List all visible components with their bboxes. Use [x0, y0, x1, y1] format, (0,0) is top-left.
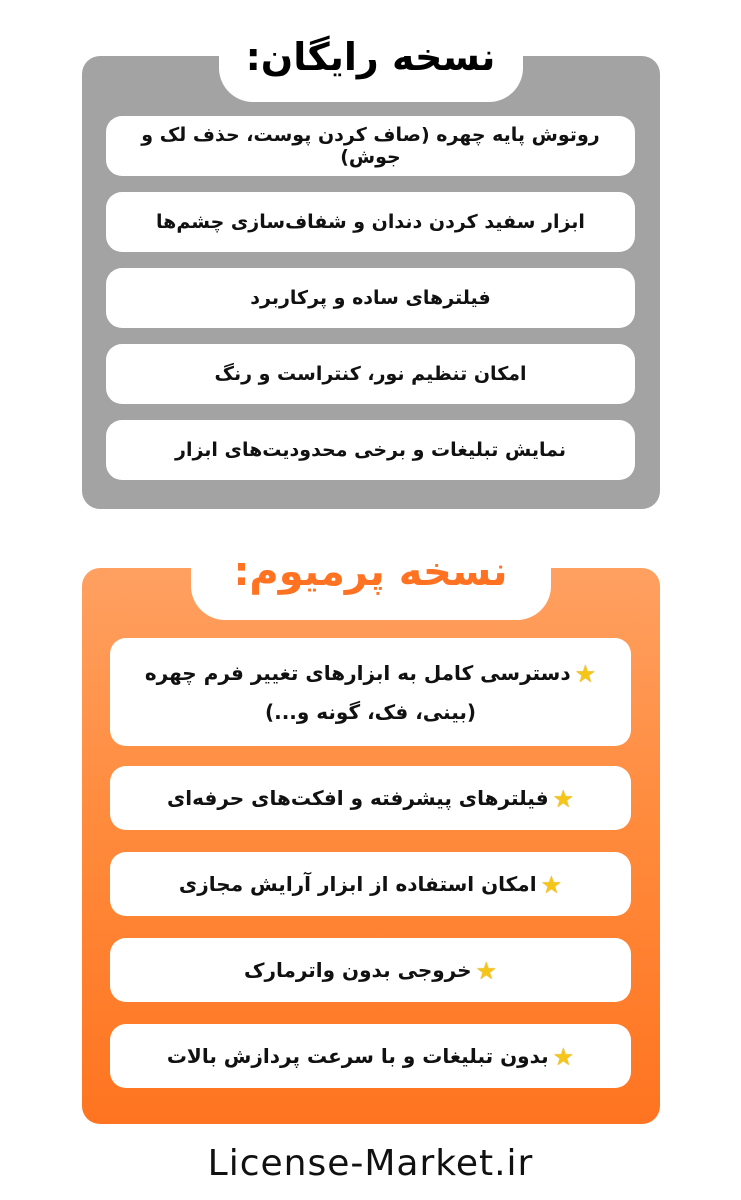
- free-feature-text: روتوش پایه چهره (صاف کردن پوست، حذف لک و جوش): [141, 124, 600, 168]
- free-feature-item: [106, 268, 635, 328]
- premium-feature-text: فیلترهای پیشرفته و افکت‌های حرفه‌ای: [166, 785, 549, 810]
- premium-version-title-tab: [191, 524, 551, 620]
- star-icon: ★: [552, 784, 575, 813]
- free-feature-text: امکان تنظیم نور، کنتراست و رنگ: [214, 363, 527, 385]
- star-icon: ★: [552, 1042, 575, 1071]
- premium-feature-item: [110, 638, 631, 746]
- free-feature-item: [106, 420, 635, 480]
- premium-feature-text: خروجی بدون واترمارک: [243, 957, 472, 982]
- star-icon: ★: [574, 659, 597, 688]
- premium-feature-text: امکان استفاده از ابزار آرایش مجازی: [178, 871, 537, 896]
- free-feature-text: فیلترهای ساده و پرکاربرد: [250, 287, 491, 309]
- star-icon: ★: [475, 956, 498, 985]
- premium-version-title: نسخه پرمیوم:: [233, 549, 508, 595]
- premium-feature-text: بدون تبلیغات و با سرعت پردازش بالات: [166, 1043, 549, 1068]
- free-feature-item: [106, 116, 635, 176]
- free-version-title: نسخه رایگان:: [245, 35, 496, 79]
- site-url: License-Market.ir: [207, 1143, 534, 1184]
- free-feature-text: نمایش تبلیغات و برخی محدودیت‌های ابزار: [175, 439, 566, 461]
- premium-feature-item: [110, 852, 631, 916]
- free-feature-item: [106, 344, 635, 404]
- free-feature-item: [106, 192, 635, 252]
- premium-feature-item: [110, 1024, 631, 1088]
- premium-feature-item: [110, 766, 631, 830]
- star-icon: ★: [540, 870, 563, 899]
- premium-feature-text: دسترسی کامل به ابزارهای تغییر فرم چهره (بینی، فک، گونه و...): [144, 660, 571, 724]
- free-version-title-tab: [219, 12, 523, 102]
- free-feature-text: ابزار سفید کردن دندان و شفاف‌سازی چشم‌ها: [156, 211, 585, 233]
- premium-feature-item: [110, 938, 631, 1002]
